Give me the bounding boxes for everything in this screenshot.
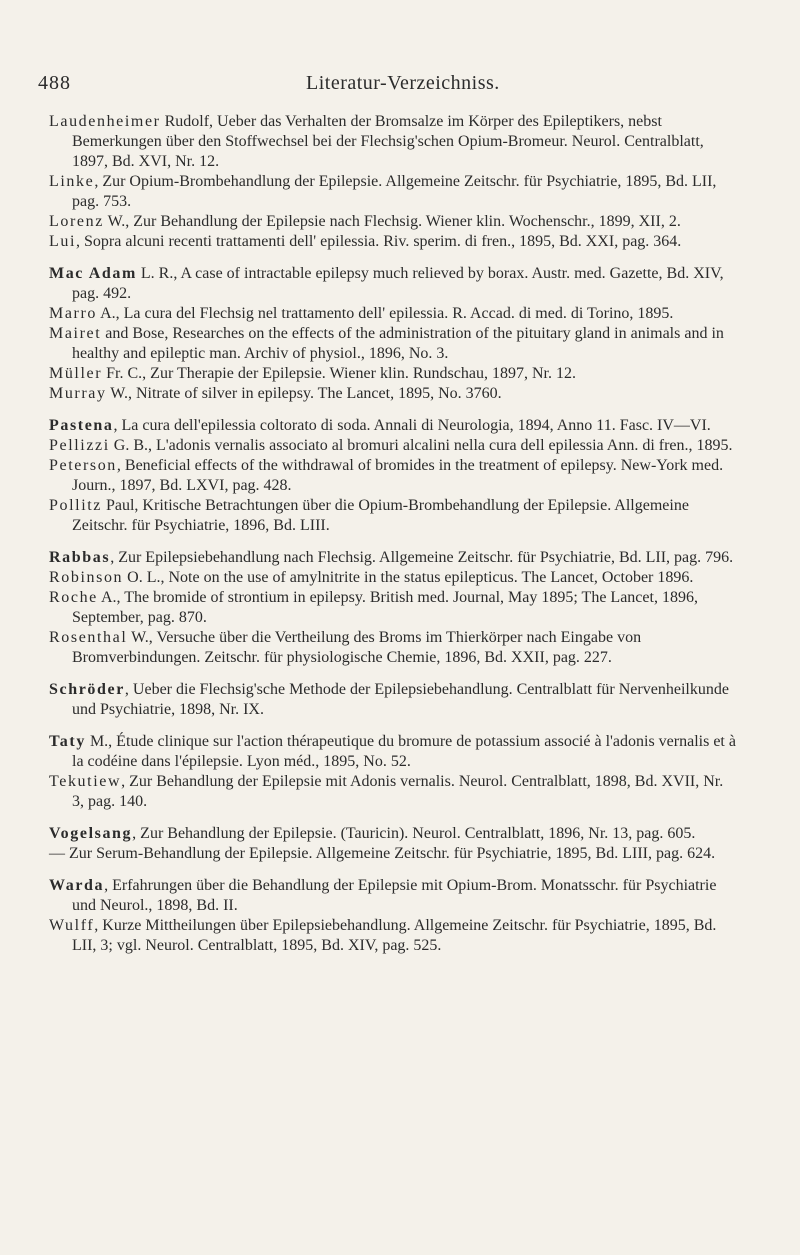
entry-text: A., The bromide of strontium in epilepsy. British med. Journal, May 1895; The Lancet, 1896, September, pag. 870. xyxy=(72,589,698,626)
entry-author: Tekutiew xyxy=(49,773,122,790)
entry-author: Murray xyxy=(49,385,107,402)
page-number: 488 xyxy=(38,72,71,94)
bibliography-entry xyxy=(49,732,739,772)
bibliography-entry xyxy=(49,588,739,628)
entry-author: Warda xyxy=(49,877,105,894)
entry-text: Paul, Kritische Betrachtungen über die Opium-Brombehandlung der Epilepsie. Allgemeine Zeitschr. für Psychiatrie, 1896, Bd. LIII. xyxy=(72,497,689,534)
entry-author: Vogelsang xyxy=(49,825,133,842)
entry-text: , Erfahrungen über die Behandlung der Epilepsie mit Opium-Brom. Monatsschr. für Psychiatrie und Neurol., 1898, Bd. II. xyxy=(72,877,717,914)
entry-text: , Sopra alcuni recenti trattamenti dell' epilessia. Riv. sperim. di fren., 1895, Bd. XXI, pag. 364. xyxy=(76,233,682,250)
entry-text: , Zur Behandlung der Epilepsie. (Tauricin). Neurol. Centralblatt, 1896, Nr. 13, pag. 605. xyxy=(132,825,696,842)
entry-text: and Bose, Researches on the effects of the administration of the pituitary gland in animals and in healthy and epileptic man. Archiv of physiol., 1896, No. 3. xyxy=(72,325,724,362)
entry-author: Roche xyxy=(49,589,98,606)
entry-text: G. B., L'adonis vernalis associato al bromuri alcalini nella cura dell epilessia Ann. di fren., 1895. xyxy=(109,437,733,454)
entry-text: L. R., A case of intractable epilepsy much relieved by borax. Austr. med. Gazette, Bd. XIV, pag. 492. xyxy=(72,265,724,302)
bibliography-entry xyxy=(49,916,739,956)
bibliography-entry xyxy=(49,824,739,844)
bibliography-list xyxy=(49,112,739,956)
bibliography-entry xyxy=(49,628,739,668)
entry-author: Rabbas xyxy=(49,549,111,566)
entry-text: , Zur Epilepsiebehandlung nach Flechsig. Allgemeine Zeitschr. für Psychiatrie, Bd. LII, pag. 796. xyxy=(110,549,734,566)
entry-text: A., La cura del Flechsig nel trattamento dell' epilessia. R. Accad. di med. di Torino, 1895. xyxy=(96,305,674,322)
entry-author: Rosenthal xyxy=(49,629,128,646)
running-title: Literatur-Verzeichniss. xyxy=(306,72,500,94)
entry-author: Laudenheimer xyxy=(49,113,161,130)
bibliography-entry xyxy=(49,496,739,536)
entry-author: Schröder xyxy=(49,681,125,698)
bibliography-entry xyxy=(49,416,739,436)
bibliography-entry xyxy=(49,456,739,496)
entry-text: M., Étude clinique sur l'action thérapeutique du bromure de potassium associé à l'adonis vernalis et à la codéine dans l'épilepsie. Lyon méd., 1895, No. 52. xyxy=(72,733,736,770)
bibliography-entry xyxy=(49,324,739,364)
bibliography-entry xyxy=(49,304,739,324)
bibliography-entry xyxy=(49,876,739,916)
entry-author: Pellizzi xyxy=(49,437,110,454)
bibliography-entry xyxy=(49,436,739,456)
bibliography-entry xyxy=(49,772,739,812)
entry-author: Wulff xyxy=(49,917,95,934)
bibliography-entry xyxy=(49,364,739,384)
bibliography-entry xyxy=(49,568,739,588)
page-header xyxy=(38,72,678,100)
entry-text: Fr. C., Zur Therapie der Epilepsie. Wiener klin. Rundschau, 1897, Nr. 12. xyxy=(102,365,576,382)
entry-text: O. L., Note on the use of amylnitrite in the status epilepticus. The Lancet, October 1896. xyxy=(123,569,694,586)
entry-text: Rudolf, Ueber das Verhalten der Bromsalze im Körper des Epileptikers, nebst Bemerkungen über den Stoffwechsel bei der Flechsig'schen Opium-Bromeur. Neurol. Centralblatt, 1897, Bd. XVI, Nr. 12. xyxy=(72,113,704,170)
entry-author: Lui xyxy=(49,233,77,250)
entry-text: , Zur Behandlung der Epilepsie mit Adonis vernalis. Neurol. Centralblatt, 1898, Bd. XVII, Nr. 3, pag. 140. xyxy=(72,773,724,810)
entry-author: Robinson xyxy=(49,569,124,586)
bibliography-entry xyxy=(49,384,739,404)
entry-text: , Ueber die Flechsig'sche Methode der Epilepsiebehandlung. Centralblatt für Nervenheilkunde und Psychiatrie, 1898, Nr. IX. xyxy=(72,681,729,718)
entry-author: Mairet xyxy=(49,325,102,342)
entry-text: , La cura dell'epilessia coltorato di soda. Annali di Neurologia, 1894, Anno 11. Fasc. IV—VI. xyxy=(113,417,711,434)
bibliography-entry xyxy=(49,112,739,172)
bibliography-entry xyxy=(49,680,739,720)
entry-text: — Zur Serum-Behandlung der Epilepsie. Allgemeine Zeitschr. für Psychiatrie, 1895, Bd. LIII, pag. 624. xyxy=(49,845,716,862)
entry-author: Peterson xyxy=(49,457,117,474)
entry-text: W., Versuche über die Vertheilung des Broms im Thierkörper nach Eingabe von Bromverbindungen. Zeitschr. für physiologische Chemie, 1896, Bd. XXII, pag. 227. xyxy=(72,629,642,666)
bibliography-entry xyxy=(49,212,739,232)
entry-text: , Zur Opium-Brombehandlung der Epilepsie. Allgemeine Zeitschr. für Psychiatrie, 1895, Bd. LII, pag. 753. xyxy=(72,173,717,210)
entry-author: Mac Adam xyxy=(49,265,137,282)
entry-author: Lorenz xyxy=(49,213,104,230)
entry-author: Pastena xyxy=(49,417,114,434)
bibliography-entry xyxy=(49,232,739,252)
entry-author: Marro xyxy=(49,305,97,322)
entry-author: Müller xyxy=(49,365,103,382)
entry-text: W., Nitrate of silver in epilepsy. The Lancet, 1895, No. 3760. xyxy=(106,385,502,402)
entry-text: W., Zur Behandlung der Epilepsie nach Flechsig. Wiener klin. Wochenschr., 1899, XII, 2. xyxy=(103,213,681,230)
entry-text: , Beneficial effects of the withdrawal of bromides in the treatment of epilepsy. New-York med. Journ., 1897, Bd. LXVI, pag. 428. xyxy=(72,457,724,494)
entry-author: Linke xyxy=(49,173,95,190)
bibliography-entry xyxy=(49,548,739,568)
entry-author: Pollitz xyxy=(49,497,102,514)
entry-text: , Kurze Mittheilungen über Epilepsiebehandlung. Allgemeine Zeitschr. für Psychiatrie, 1895, Bd. LII, 3; vgl. Neurol. Centralblatt, 1895, Bd. XIV, pag. 525. xyxy=(72,917,717,954)
bibliography-entry xyxy=(49,172,739,212)
entry-author: Taty xyxy=(49,733,86,750)
bibliography-entry xyxy=(49,844,739,864)
bibliography-entry xyxy=(49,264,739,304)
